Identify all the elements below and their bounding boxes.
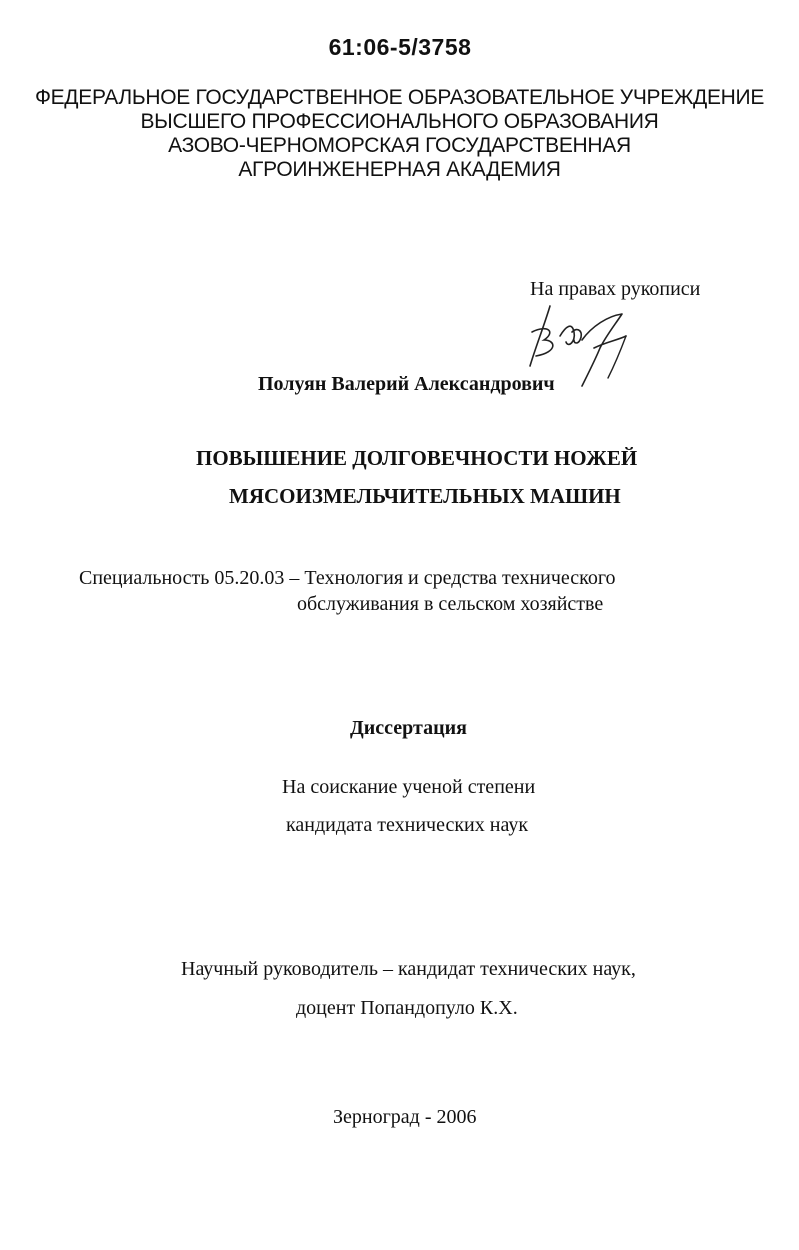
- degree-line-2: кандидата технических наук: [286, 814, 529, 836]
- manuscript-rights-note: На правах рукописи: [530, 278, 701, 300]
- dissertation-title-line-2: МЯСОИЗМЕЛЬЧИТЕЛЬНЫХ МАШИН: [229, 484, 621, 508]
- author-name: Полуян Валерий Александрович: [258, 373, 555, 395]
- organization-line-3: АЗОВО-ЧЕРНОМОРСКАЯ ГОСУДАРСТВЕННАЯ: [168, 134, 631, 157]
- work-type: Диссертация: [350, 717, 467, 739]
- specialty-line-1: Специальность 05.20.03 – Технология и средства технического: [79, 567, 616, 589]
- organization-line-1: ФЕДЕРАЛЬНОЕ ГОСУДАРСТВЕННОЕ ОБРАЗОВАТЕЛЬНОЕ УЧРЕЖДЕНИЕ: [34, 86, 765, 109]
- degree-line-1: На соискание ученой степени: [282, 776, 536, 798]
- organization-line-4: АГРОИНЖЕНЕРНАЯ АКАДЕМИЯ: [238, 158, 561, 181]
- supervisor-line-2: доцент Попандопуло К.Х.: [296, 997, 518, 1019]
- supervisor-line-1: Научный руководитель – кандидат технических наук,: [181, 958, 636, 980]
- specialty-line-2: обслуживания в сельском хозяйстве: [297, 593, 604, 615]
- place-and-year: Зерноград - 2006: [333, 1106, 477, 1128]
- dissertation-title-line-1: ПОВЫШЕНИЕ ДОЛГОВЕЧНОСТИ НОЖЕЙ: [196, 446, 638, 470]
- organization-line-2: ВЫСШЕГО ПРОФЕССИОНАЛЬНОГО ОБРАЗОВАНИЯ: [140, 110, 659, 133]
- catalog-number: 61:06-5/3758: [328, 34, 472, 60]
